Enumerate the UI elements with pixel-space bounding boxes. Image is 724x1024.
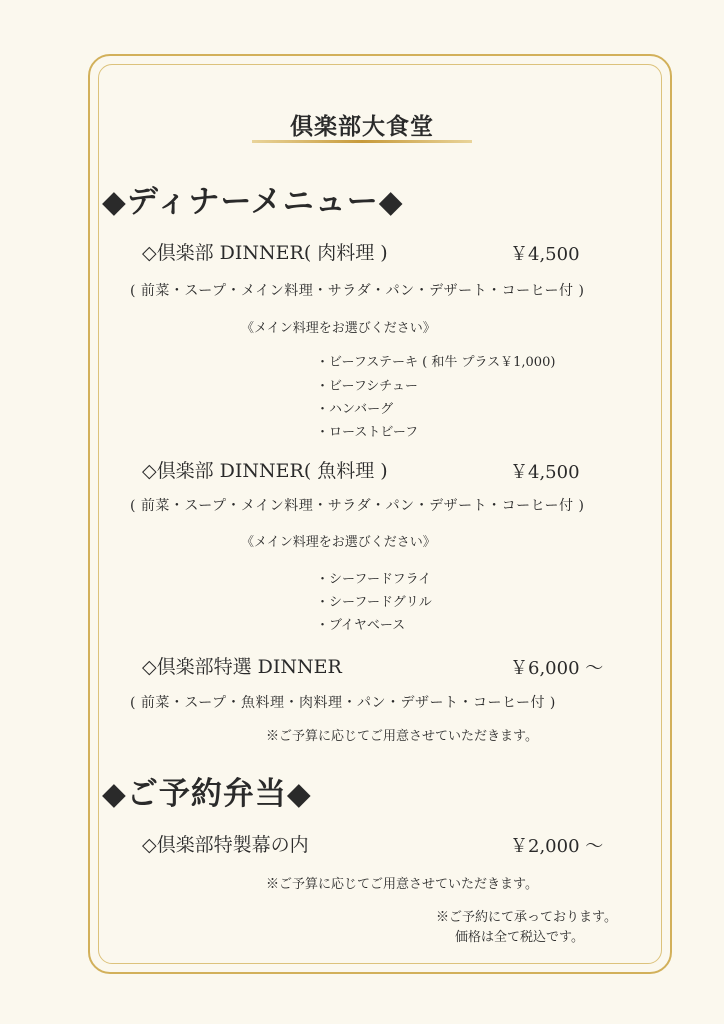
choose-main-note: 《メイン料理をお選びください》 [241, 535, 436, 550]
course-name: ◇倶楽部特選 DINNER [142, 656, 342, 678]
choose-main-note: 《メイン料理をお選びください》 [241, 321, 436, 336]
menu-option: ・シーフードグリル [316, 595, 432, 610]
course-name: ◇倶楽部 DINNER( 肉料理 ) [142, 242, 388, 264]
tax-note: 価格は全て税込です。 [455, 930, 584, 945]
budget-note: ※ご予算に応じてご用意させていただきます。 [266, 729, 538, 744]
menu-option: ・シーフードフライ [316, 572, 432, 587]
section-heading-dinner: ◆ディナーメニュー◆ [102, 184, 404, 220]
course-name: ◇倶楽部 DINNER( 魚料理 ) [142, 460, 388, 482]
course-includes: ( 前菜・スープ・魚料理・肉料理・パン・デザート・コーヒー付 ) [130, 695, 556, 711]
bento-price: ￥2,000 ～ [510, 836, 604, 857]
section-heading-bento: ◆ご予約弁当◆ [102, 776, 312, 812]
menu-option: ・ビーフシチュー [316, 379, 418, 394]
budget-note: ※ご予算に応じてご用意させていただきます。 [266, 877, 538, 892]
course-includes: ( 前菜・スープ・メイン料理・サラダ・パン・デザート・コーヒー付 ) [130, 498, 585, 514]
reservation-note: ※ご予約にて承っております。 [436, 910, 617, 925]
menu-option: ・ブイヤベース [316, 618, 406, 633]
course-price: ￥4,500 [510, 244, 580, 265]
menu-option: ・ハンバーグ [316, 402, 394, 417]
course-includes: ( 前菜・スープ・メイン料理・サラダ・パン・デザート・コーヒー付 ) [130, 283, 585, 299]
menu-option: ・ローストビーフ [316, 425, 419, 440]
course-price: ￥4,500 [510, 462, 580, 483]
menu-option: ・ビーフステーキ ( 和牛 プラス￥1,000) [316, 355, 556, 370]
course-price: ￥6,000 ～ [510, 658, 604, 679]
title-underline [252, 140, 472, 143]
bento-name: ◇倶楽部特製幕の内 [142, 834, 309, 856]
page-title: 倶楽部大食堂 [290, 113, 434, 140]
